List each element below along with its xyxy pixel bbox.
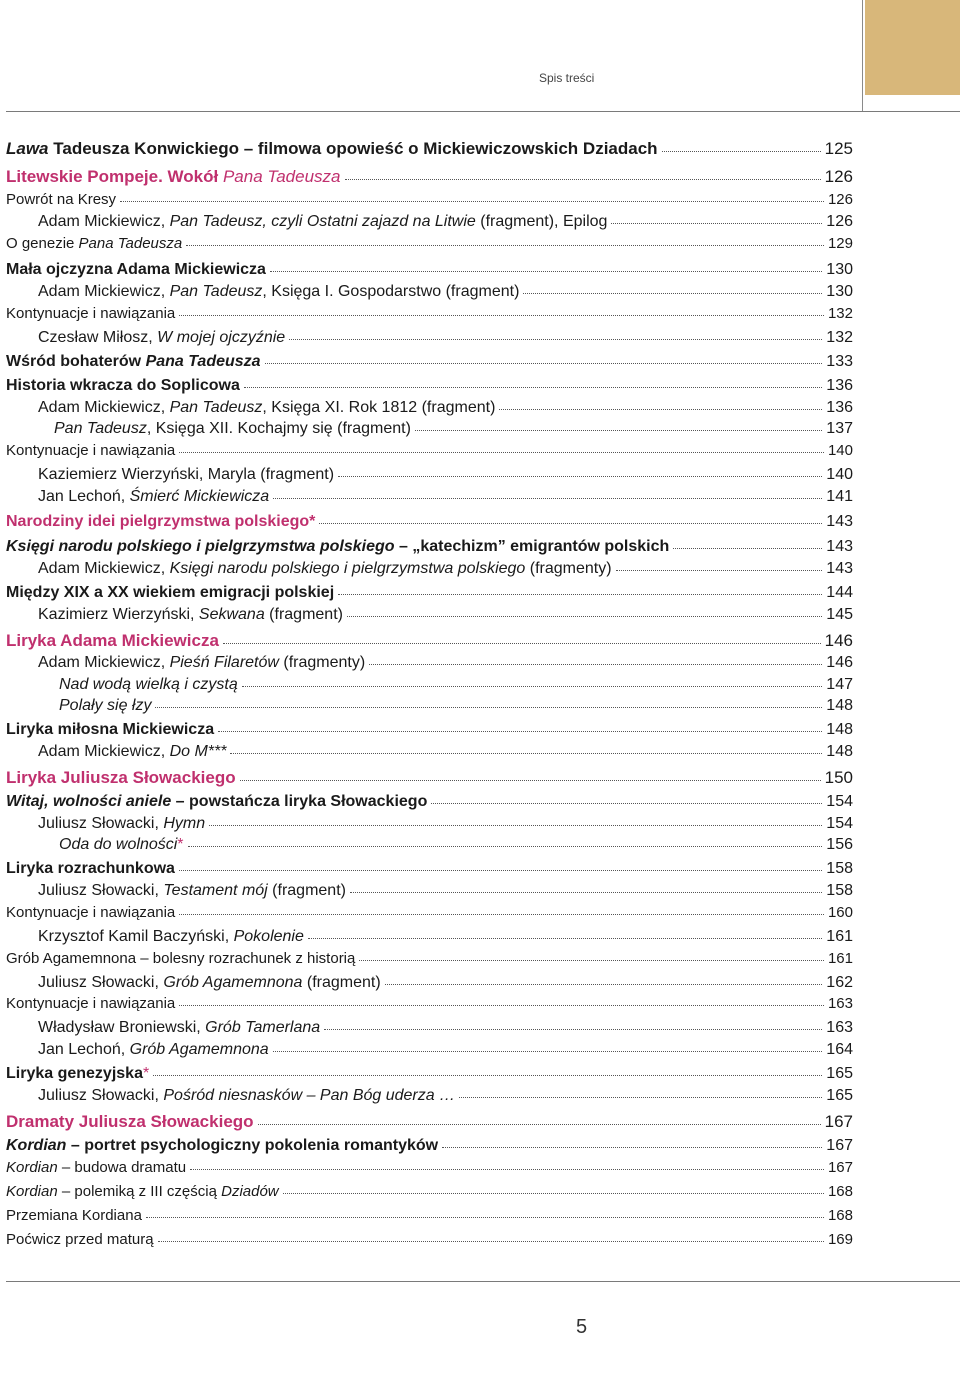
toc-entry <box>6 378 853 394</box>
dot-leader <box>324 1029 822 1030</box>
dot-leader <box>431 803 822 804</box>
toc-entry-title-segment: Nad wodą wielką i czystą <box>59 676 238 693</box>
dot-leader <box>338 476 822 477</box>
dot-leader <box>188 846 823 847</box>
toc-entry-page: 145 <box>826 606 853 623</box>
dot-leader <box>616 570 823 571</box>
corner-tab <box>865 0 960 95</box>
toc-entry-title-segment: Czesław Miłosz, <box>38 329 158 346</box>
toc-entry-title-segment: Juliusz Słowacki, <box>38 974 164 991</box>
toc-entry-title-segment: Liryka Juliusza Słowackiego <box>6 768 236 787</box>
toc-entry-title-segment: Witaj, wolności aniele <box>6 793 172 810</box>
toc-entry-page: 147 <box>826 676 853 693</box>
dot-leader <box>158 1241 824 1242</box>
toc-entry-title <box>6 354 261 370</box>
toc-entry-page: 146 <box>824 631 853 650</box>
toc-entry-title-segment: Pan Tadeusz <box>54 420 147 437</box>
toc-entry-page: 167 <box>827 1159 853 1176</box>
dot-leader <box>273 1051 823 1052</box>
toc-entry-title-segment: Mała ojczyzna Adama Mickiewicza <box>6 261 266 278</box>
toc-entry-title-segment: – polemiką z III częścią <box>57 1183 222 1200</box>
dot-leader <box>153 1075 822 1076</box>
toc-entry-title-segment: Pieśń Filaretów <box>169 654 279 671</box>
toc-entry-title <box>6 883 346 899</box>
toc-entry <box>6 140 853 157</box>
toc-entry-title <box>6 1184 279 1199</box>
toc-entry-title-segment: Grób Agamemnona – bolesny rozrachunek z historią <box>6 950 356 967</box>
toc-entry-title <box>6 489 269 505</box>
toc-entry-title <box>6 168 341 185</box>
toc-entry-title-segment: Pan Tadeusz, czyli Ostatni zajazd na Litwie <box>169 213 476 230</box>
tab-divider <box>862 0 863 112</box>
toc-entry <box>6 769 853 786</box>
dot-leader <box>347 616 822 617</box>
toc-entry-title-segment: Śmierć Mickiewicza <box>129 488 270 505</box>
toc-entry-title-segment: Wśród bohaterów <box>6 353 146 370</box>
toc-entry-title-segment: Jan Lechoń, <box>38 1041 130 1058</box>
toc-entry-title-segment: (fragment) <box>302 974 381 991</box>
toc-entry-page: 140 <box>827 442 853 459</box>
toc-entry-title-segment: Testament mój <box>163 882 268 899</box>
toc-entry-page: 130 <box>826 261 853 278</box>
toc-entry <box>6 539 853 555</box>
toc-entry-page: 164 <box>826 1041 853 1058</box>
toc-entry-title <box>6 698 151 714</box>
toc-entry-title <box>6 722 214 738</box>
toc-entry <box>6 996 853 1011</box>
dot-leader <box>369 664 822 665</box>
toc-entry-title-segment: Kordian <box>6 1159 58 1176</box>
toc-entry-title-segment: Narodziny idei pielgrzymstwa polskiego* <box>6 513 316 530</box>
toc-entry-title-segment: Poćwicz przed maturą <box>6 1231 154 1248</box>
toc-entry <box>6 722 853 738</box>
toc-entry <box>6 561 853 577</box>
toc-entry-title-segment: , Księga XI. Rok 1812 (fragment) <box>262 399 496 416</box>
toc-entry-title-segment: , Księga XII. Kochajmy się (fragment) <box>146 420 411 437</box>
toc-entry-title-segment: Polały się łzy <box>59 697 152 714</box>
toc-entry-page: 129 <box>827 235 853 252</box>
toc-entry <box>6 1042 853 1058</box>
toc-entry <box>6 236 853 251</box>
dot-leader <box>155 707 822 708</box>
dot-leader <box>345 179 821 180</box>
toc-entry-page: 165 <box>826 1065 853 1082</box>
toc-entry <box>6 1232 853 1247</box>
dot-leader <box>270 271 822 272</box>
dot-leader <box>244 387 822 388</box>
toc-entry-title-segment: * <box>142 1065 150 1082</box>
toc-entry-title-segment: Pana Tadeusza <box>145 353 261 370</box>
toc-entry-page: 163 <box>827 995 853 1012</box>
toc-entry-title-segment: Pan Tadeusz <box>169 399 263 416</box>
dot-leader <box>415 430 822 431</box>
dot-leader <box>499 409 822 410</box>
toc-entry <box>6 1020 853 1036</box>
toc-entry-title <box>6 975 381 991</box>
dot-leader <box>186 245 824 246</box>
toc-entry-title-segment: Pana Tadeusza <box>222 167 341 186</box>
toc-entry-page: 158 <box>826 882 853 899</box>
toc-entry <box>6 284 853 300</box>
toc-entry <box>6 262 853 278</box>
toc-entry <box>6 951 853 966</box>
toc-entry-page: 136 <box>826 399 853 416</box>
toc-entry-title-segment: – budowa dramatu <box>57 1159 187 1176</box>
toc-entry-title-segment: O genezie <box>6 235 79 252</box>
toc-entry-title-segment: Grób Agamemnona <box>129 1041 269 1058</box>
toc-entry-title <box>6 929 304 945</box>
toc-entry-page: 143 <box>826 513 853 530</box>
dot-leader <box>190 1169 824 1170</box>
toc-entry <box>6 400 853 416</box>
dot-leader <box>385 984 823 985</box>
toc-entry-title-segment: Liryka rozrachunkowa <box>6 860 175 877</box>
dot-leader <box>283 1193 824 1194</box>
dot-leader <box>662 151 821 152</box>
dot-leader <box>179 870 822 871</box>
toc-entry-title-segment: Przemiana Kordiana <box>6 1207 142 1224</box>
toc-entry-title-segment: Kontynuacje i nawiązania <box>6 904 176 921</box>
dot-leader <box>523 293 822 294</box>
toc-entry <box>6 1208 853 1223</box>
toc-entry <box>6 214 853 230</box>
toc-entry-page: 148 <box>826 697 853 714</box>
toc-entry-title <box>6 192 116 207</box>
toc-entry <box>6 1138 853 1154</box>
dot-leader <box>223 643 821 644</box>
toc-entry-title-segment: Grób Tamerlana <box>205 1019 321 1036</box>
toc-entry-title-segment: Władysław Broniewski, <box>38 1019 206 1036</box>
toc-entry-title-segment: Adam Mickiewicz, <box>38 560 170 577</box>
toc-entry-title-segment: (fragment), Epilog <box>475 213 608 230</box>
dot-leader <box>146 1217 824 1218</box>
toc-entry <box>6 1184 853 1199</box>
toc-entry-page: 161 <box>827 950 853 967</box>
toc-entry-page: 132 <box>827 305 853 322</box>
toc-entry-title-segment: Juliusz Słowacki, <box>38 882 164 899</box>
dot-leader <box>289 339 822 340</box>
toc-entry-title-segment: Adam Mickiewicz, <box>38 399 170 416</box>
toc-entry-title-segment: Juliusz Słowacki, <box>38 1087 164 1104</box>
toc-entry-title <box>6 655 365 671</box>
toc-entry-title-segment: Adam Mickiewicz, <box>38 654 170 671</box>
dot-leader <box>611 223 822 224</box>
toc-entry <box>6 489 853 505</box>
toc-entry-title-segment: Liryka miłosna Mickiewicza <box>6 721 215 738</box>
toc-entry-title <box>6 607 343 623</box>
toc-entry-title-segment: Pośród niesnasków – Pan Bóg uderza … <box>163 1087 456 1104</box>
toc-entry-page: 154 <box>826 793 853 810</box>
toc-entry-page: 168 <box>827 1183 853 1200</box>
toc-entry <box>6 306 853 321</box>
bottom-rule <box>6 1281 960 1282</box>
dot-leader <box>240 780 821 781</box>
toc-entry-page: 143 <box>826 538 853 555</box>
toc-entry-page: 126 <box>824 167 853 186</box>
toc-entry-page: 163 <box>826 1019 853 1036</box>
toc-entry <box>6 607 853 623</box>
toc-entry-page: 141 <box>826 488 853 505</box>
toc-entry-page: 150 <box>824 768 853 787</box>
toc-entry-title <box>6 1020 320 1036</box>
dot-leader <box>258 1124 821 1125</box>
toc-entry-title <box>6 816 205 832</box>
toc-entry-title-segment: Krzysztof Kamil Baczyński, <box>38 928 234 945</box>
dot-leader <box>459 1097 822 1098</box>
toc-entry-title <box>6 140 658 157</box>
toc-entry-title-segment: Grób Agamemnona <box>163 974 303 991</box>
toc-entry-title-segment: Księgi narodu polskiego i pielgrzymstwa polskiego <box>6 538 395 555</box>
toc-entry-title-segment: Adam Mickiewicz, <box>38 283 170 300</box>
toc-entry-page: 167 <box>824 1112 853 1131</box>
toc-entry <box>6 514 853 530</box>
toc-entry-title-segment: Kontynuacje i nawiązania <box>6 442 176 459</box>
toc-entry-title <box>6 421 411 437</box>
toc-entry-title-segment: Kordian <box>6 1183 58 1200</box>
toc-entry-title <box>6 378 240 394</box>
toc-entry-title-segment: Kazimierz Wierzyński, <box>38 606 199 623</box>
toc-entry-title <box>6 1208 142 1223</box>
toc-entry-page: 160 <box>827 904 853 921</box>
toc-entry <box>6 443 853 458</box>
toc-entry-title <box>6 1042 269 1058</box>
toc-entry-title-segment: Adam Mickiewicz, <box>38 743 170 760</box>
toc-entry-title <box>6 236 182 251</box>
toc-entry <box>6 883 853 899</box>
toc-entry-title <box>6 585 334 601</box>
toc-entry-title <box>6 400 495 416</box>
toc-entry-title-segment: Sekwana <box>198 606 265 623</box>
toc-entry-title-segment: Tadeusza Konwickiego – filmowa opowieść o Mickiewiczowskich Dziadach <box>48 139 658 158</box>
toc-entry <box>6 655 853 671</box>
toc-entry-page: 162 <box>826 974 853 991</box>
toc-entry-title <box>6 905 175 920</box>
toc-entry-title <box>6 951 355 966</box>
toc-entry-title <box>6 1160 186 1175</box>
toc-entry-title-segment: Kordian <box>6 1137 67 1154</box>
toc-entry-page: 165 <box>826 1087 853 1104</box>
toc-entry <box>6 794 853 810</box>
toc-entry-title-segment: Dramaty Juliusza Słowackiego <box>6 1112 254 1131</box>
toc-entry-page: 161 <box>826 928 853 945</box>
toc-entry-title-segment: Adam Mickiewicz, <box>38 213 170 230</box>
toc-entry-title <box>6 306 175 321</box>
toc-entry-title <box>6 330 285 346</box>
toc-entry <box>6 1088 853 1104</box>
toc-entry <box>6 421 853 437</box>
toc-entry-title <box>6 837 184 853</box>
dot-leader <box>242 686 823 687</box>
toc-entry <box>6 1113 853 1130</box>
toc-entry <box>6 975 853 991</box>
toc-entry-page: 148 <box>826 743 853 760</box>
toc-entry-title-segment: Oda do wolności <box>59 836 178 853</box>
dot-leader <box>179 914 824 915</box>
toc-entry <box>6 632 853 649</box>
dot-leader <box>273 498 822 499</box>
toc-entry <box>6 1066 853 1082</box>
page-number: 5 <box>576 1316 588 1338</box>
toc-entry <box>6 837 853 853</box>
toc-entry-title-segment: (fragment) <box>264 606 343 623</box>
dot-leader <box>179 315 824 316</box>
dot-leader <box>319 523 822 524</box>
toc-entry-title-segment: Pan Tadeusz <box>169 283 263 300</box>
toc-entry-page: 125 <box>824 139 853 158</box>
toc-entry-title-segment: * <box>177 836 184 853</box>
dot-leader <box>673 548 822 549</box>
toc-entry-title <box>6 514 315 530</box>
toc-entry-page: 143 <box>826 560 853 577</box>
toc-entry <box>6 744 853 760</box>
toc-entry <box>6 330 853 346</box>
dot-leader <box>350 892 822 893</box>
toc-entry-page: 126 <box>826 213 853 230</box>
dot-leader <box>179 1005 824 1006</box>
toc-entry-title <box>6 262 266 278</box>
toc-entry <box>6 816 853 832</box>
toc-entry-page: 137 <box>826 420 853 437</box>
toc-entry-title-segment: Do M*** <box>169 743 227 760</box>
toc-entry-title-segment: Dziadów <box>221 1183 279 1200</box>
toc-entry-title <box>6 677 238 693</box>
toc-entry-title <box>6 1113 254 1130</box>
toc-entry-page: 156 <box>826 836 853 853</box>
dot-leader <box>338 594 822 595</box>
toc-entry-page: 154 <box>826 815 853 832</box>
toc-entry-title <box>6 443 175 458</box>
toc-entry-title-segment: Powrót na Kresy <box>6 191 117 208</box>
toc-entry-page: 146 <box>826 654 853 671</box>
toc-entry-title-segment: Lawa <box>6 139 49 158</box>
toc-entry-title <box>6 539 669 555</box>
running-header: Spis treści <box>539 71 595 85</box>
toc-entry-title-segment: – powstańcza liryka Słowackiego <box>171 793 428 810</box>
toc-entry <box>6 467 853 483</box>
toc-entry-page: 167 <box>826 1137 853 1154</box>
toc-entry <box>6 1160 853 1175</box>
toc-entry <box>6 354 853 370</box>
toc-entry-title-segment: (fragment) <box>267 882 346 899</box>
toc-entry-title <box>6 214 607 230</box>
toc-entry-title-segment: Hymn <box>163 815 206 832</box>
toc-entry-title <box>6 1232 154 1247</box>
dot-leader <box>120 201 824 202</box>
toc-entry-title <box>6 744 226 760</box>
toc-entry-title <box>6 632 219 649</box>
top-rule <box>6 111 960 112</box>
toc-entry-page: 169 <box>827 1231 853 1248</box>
toc-entry-page: 132 <box>826 329 853 346</box>
toc-entry-title <box>6 1138 438 1154</box>
dot-leader <box>308 938 822 939</box>
toc-entry-page: 130 <box>826 283 853 300</box>
toc-entry <box>6 861 853 877</box>
toc-entry-page: 126 <box>827 191 853 208</box>
toc-entry-title-segment: – portret psychologiczny pokolenia romantyków <box>66 1137 439 1154</box>
toc-entry-title <box>6 996 175 1011</box>
toc-entry-title-segment: Historia wkracza do Soplicowa <box>6 377 240 394</box>
toc-entry-title-segment: Pana Tadeusza <box>78 235 183 252</box>
toc-entry <box>6 168 853 185</box>
toc-entry-title-segment: Litewskie Pompeje. Wokół <box>6 167 223 186</box>
dot-leader <box>359 960 824 961</box>
toc-entry-title-segment: (fragmenty) <box>278 654 366 671</box>
toc-entry <box>6 677 853 693</box>
toc-entry-page: 144 <box>826 584 853 601</box>
toc-entry-title <box>6 561 612 577</box>
toc-entry-title <box>6 467 334 483</box>
toc-entry-title-segment: Między XIX a XX wiekiem emigracji polskiej <box>6 584 335 601</box>
toc-entry-title-segment: Liryka Adama Mickiewicza <box>6 631 219 650</box>
toc-entry-title-segment: Pokolenie <box>233 928 304 945</box>
toc-entry-title-segment: W mojej ojczyźnie <box>157 329 286 346</box>
dot-leader <box>230 753 822 754</box>
toc-entry-title-segment: – „katechizm” emigrantów polskich <box>394 538 670 555</box>
toc-entry <box>6 192 853 207</box>
toc-entry-title-segment: Juliusz Słowacki, <box>38 815 164 832</box>
toc-entry <box>6 929 853 945</box>
toc-entry <box>6 905 853 920</box>
dot-leader <box>209 825 822 826</box>
toc-entry-page: 158 <box>826 860 853 877</box>
toc-entry-title <box>6 284 519 300</box>
dot-leader <box>179 452 824 453</box>
toc-entry-title-segment: Kontynuacje i nawiązania <box>6 995 176 1012</box>
toc-entry-title-segment: (fragmenty) <box>525 560 612 577</box>
toc-entry-title-segment: Jan Lechoń, <box>38 488 130 505</box>
toc-entry-title-segment: Kaziemierz Wierzyński, Maryla (fragment) <box>38 466 335 483</box>
dot-leader <box>442 1147 822 1148</box>
dot-leader <box>218 731 822 732</box>
toc-entry-title <box>6 794 427 810</box>
toc-entry-page: 168 <box>827 1207 853 1224</box>
toc-entry-page: 140 <box>826 466 853 483</box>
toc-entry-page: 133 <box>826 353 853 370</box>
toc-entry-page: 136 <box>826 377 853 394</box>
toc-entry-page: 148 <box>826 721 853 738</box>
toc-entry-title <box>6 1066 149 1082</box>
toc-entry-title-segment: Kontynuacje i nawiązania <box>6 305 176 322</box>
toc-entry-title <box>6 861 175 877</box>
toc-entry-title-segment: Liryka genezyjska <box>6 1065 143 1082</box>
toc-entry-title <box>6 769 236 786</box>
dot-leader <box>265 363 823 364</box>
toc-entry <box>6 698 853 714</box>
toc-entry-title <box>6 1088 455 1104</box>
toc-entry-title-segment: , Księga I. Gospodarstwo (fragment) <box>262 283 520 300</box>
toc-entry <box>6 585 853 601</box>
toc-entry-title-segment: Księgi narodu polskiego i pielgrzymstwa polskiego <box>169 560 526 577</box>
